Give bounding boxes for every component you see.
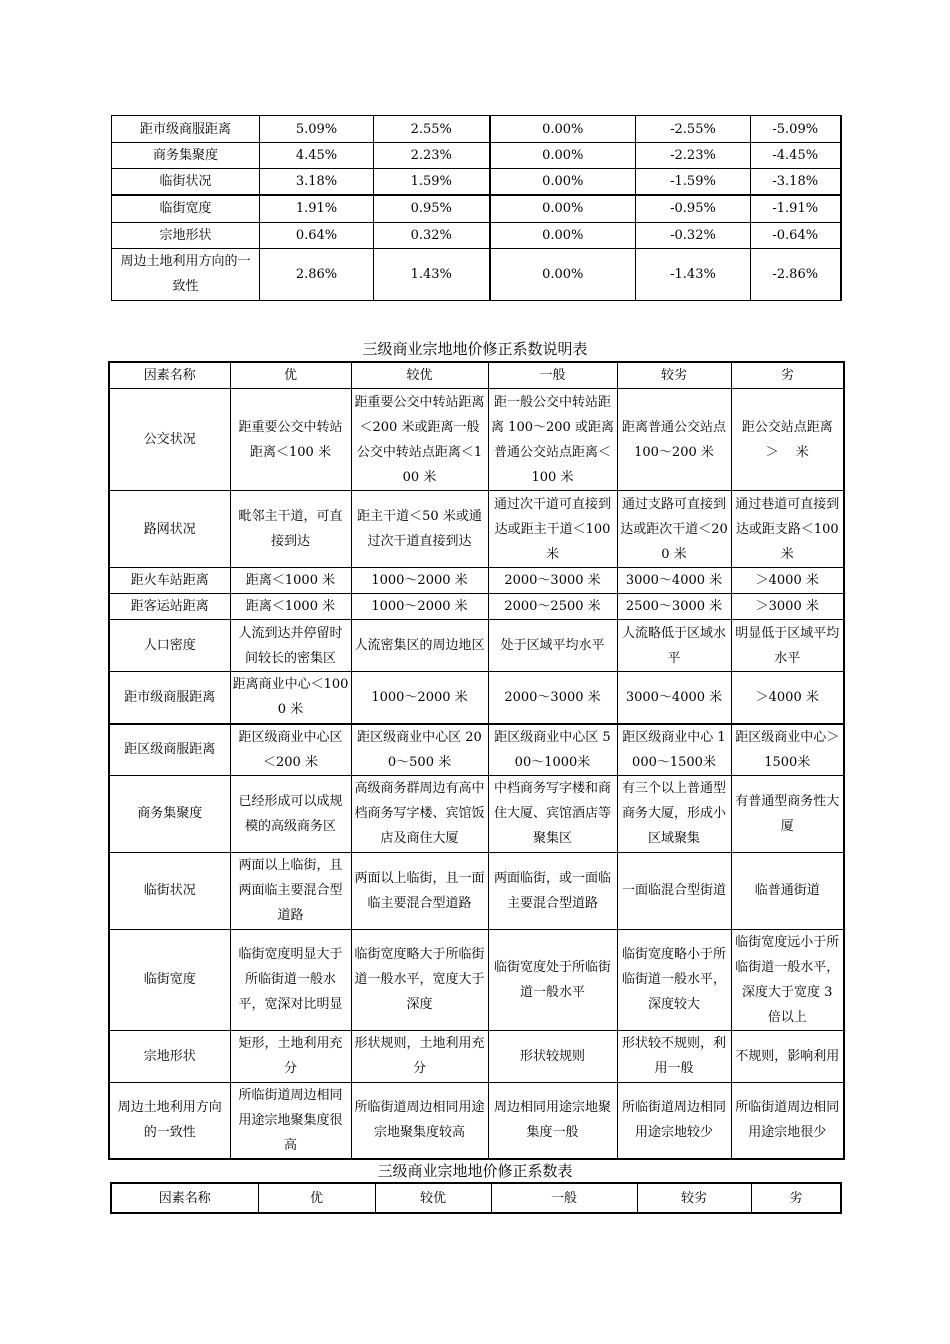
- table-row: [109, 929, 844, 1030]
- grade-cell: 2500～3000 米: [617, 594, 731, 620]
- value-cell: -4.45%: [751, 143, 841, 169]
- table-caption: 三级商业宗地地价修正系数说明表: [362, 340, 588, 358]
- grade-cell: 2000～2500 米: [488, 594, 617, 620]
- value-cell: 3.18%: [260, 169, 374, 196]
- correction-coefficient-table-continued: [111, 115, 842, 301]
- grade-cell: ＞4000 米: [731, 672, 844, 724]
- correction-description-table: [108, 361, 845, 1160]
- value-cell: -0.32%: [636, 222, 751, 248]
- grade-cell: 通过支路可直接到达或距次干道＜200 米: [617, 491, 731, 568]
- grade-cell: ＞3000 米: [731, 594, 844, 620]
- grade-cell: 2000～3000 米: [488, 672, 617, 724]
- factor-name-cell: 宗地形状: [109, 1030, 230, 1082]
- grade-cell: 距重要公交中转站距离＜200 米或距离一般公交中转站点距离＜100 米: [351, 389, 488, 491]
- grade-cell: 临街宽度略大于所临街道一般水平，宽度大于深度: [351, 929, 488, 1030]
- value-cell: 2.86%: [260, 248, 374, 300]
- table-row: [109, 594, 844, 620]
- value-cell: -3.18%: [751, 169, 841, 196]
- grade-cell: 距区级商业中心 1000～1500米: [617, 724, 731, 776]
- value-cell: 1.59%: [374, 169, 490, 196]
- grade-cell: 所临街道周边相同用途宗地较少: [617, 1082, 731, 1159]
- grade-cell: 距区级商业中心区 200～500 米: [351, 724, 488, 776]
- table-row: [109, 491, 844, 568]
- factor-name-cell: 宗地形状: [112, 222, 260, 248]
- grade-cell: 人流到达并停留时间较长的密集区: [230, 620, 351, 672]
- table-row: [109, 620, 844, 672]
- value-cell: 0.00%: [490, 169, 636, 196]
- value-cell: 2.55%: [374, 116, 490, 143]
- table-row: [109, 568, 844, 594]
- value-cell: 0.00%: [490, 116, 636, 143]
- column-header: 优: [258, 1183, 375, 1213]
- grade-cell: 临街宽度远小于所临街道一般水平，深度大于宽度 3 倍以上: [731, 929, 844, 1030]
- factor-name-cell: 商务集聚度: [109, 775, 230, 852]
- grade-cell: 1000～2000 米: [351, 594, 488, 620]
- table-row: [109, 1030, 844, 1082]
- column-header: 较劣: [637, 1183, 751, 1213]
- table-row: [109, 724, 844, 776]
- grade-cell: 通过次干道可直接到达或距主干道＜100 米: [488, 491, 617, 568]
- grade-cell: 1000～2000 米: [351, 568, 488, 594]
- grade-cell: 明显低于区域平均水平: [731, 620, 844, 672]
- value-cell: -5.09%: [751, 116, 841, 143]
- value-cell: 0.95%: [374, 195, 490, 222]
- value-cell: 0.32%: [374, 222, 490, 248]
- table-row: [112, 116, 841, 143]
- grade-cell: 高级商务群周边有高中档商务写字楼、宾馆饭店及商住大厦: [351, 775, 488, 852]
- table-row: [109, 672, 844, 724]
- value-cell: 4.45%: [260, 143, 374, 169]
- grade-cell: 距离商业中心＜1000 米: [230, 672, 351, 724]
- value-cell: -2.23%: [636, 143, 751, 169]
- grade-cell: 人流略低于区域水平: [617, 620, 731, 672]
- correction-coefficient-table: [110, 1182, 842, 1214]
- value-cell: -1.59%: [636, 169, 751, 196]
- value-cell: 0.00%: [490, 222, 636, 248]
- factor-name-cell: 周边土地利用方向的一致性: [109, 1082, 230, 1159]
- factor-name-cell: 距火车站距离: [109, 568, 230, 594]
- grade-cell: 距区级商业中心＞1500米: [731, 724, 844, 776]
- column-header: 优: [230, 362, 351, 389]
- grade-cell: 1000～2000 米: [351, 672, 488, 724]
- table-row: [112, 169, 841, 196]
- grade-cell: 通过巷道可直接到达或距支路＜100 米: [731, 491, 844, 568]
- table-row: [112, 143, 841, 169]
- grade-cell: 形状规则，土地利用充分: [351, 1030, 488, 1082]
- factor-name-cell: 临街状况: [112, 169, 260, 196]
- grade-cell: 距重要公交中转站距离＜100 米: [230, 389, 351, 491]
- grade-cell: 形状较不规则，利用一般: [617, 1030, 731, 1082]
- factor-name-cell: 路网状况: [109, 491, 230, 568]
- table-row: [109, 1082, 844, 1159]
- factor-name-cell: 商务集聚度: [112, 143, 260, 169]
- grade-cell: 中档商务写字楼和商住大厦、宾馆酒店等聚集区: [488, 775, 617, 852]
- grade-cell: 所临街道周边相同用途宗地很少: [731, 1082, 844, 1159]
- table-row: [109, 389, 844, 491]
- grade-cell: 毗邻主干道，可直接到达: [230, 491, 351, 568]
- column-header: 因素名称: [111, 1183, 258, 1213]
- grade-cell: 矩形，土地利用充分: [230, 1030, 351, 1082]
- value-cell: 0.64%: [260, 222, 374, 248]
- value-cell: -2.55%: [636, 116, 751, 143]
- factor-name-cell: 人口密度: [109, 620, 230, 672]
- grade-cell: 两面以上临街，且一面临主要混合型道路: [351, 852, 488, 929]
- value-cell: -0.95%: [636, 195, 751, 222]
- grade-cell: 已经形成可以成规模的高级商务区: [230, 775, 351, 852]
- factor-name-cell: 距区级商服距离: [109, 724, 230, 776]
- table-row: [112, 248, 841, 300]
- value-cell: 0.00%: [490, 248, 636, 300]
- table-header-row: [111, 1183, 841, 1213]
- grade-cell: 有普通型商务性大厦: [731, 775, 844, 852]
- factor-name-cell: 距客运站距离: [109, 594, 230, 620]
- column-header: 较优: [375, 1183, 491, 1213]
- grade-cell: 临街宽度明显大于所临街道一般水平，宽深对比明显: [230, 929, 351, 1030]
- table-header-row: [109, 362, 844, 389]
- grade-cell: 3000～4000 米: [617, 672, 731, 724]
- grade-cell: ＞4000 米: [731, 568, 844, 594]
- grade-cell: 人流密集区的周边地区: [351, 620, 488, 672]
- grade-cell: 所临街道周边相同用途宗地聚集度较高: [351, 1082, 488, 1159]
- grade-cell: 不规则，影响利用: [731, 1030, 844, 1082]
- table-row: [109, 852, 844, 929]
- column-header: 较优: [351, 362, 488, 389]
- value-cell: 1.91%: [260, 195, 374, 222]
- factor-name-cell: 距市级商服距离: [112, 116, 260, 143]
- value-cell: -2.86%: [751, 248, 841, 300]
- column-header: 因素名称: [109, 362, 230, 389]
- grade-cell: 形状较规则: [488, 1030, 617, 1082]
- value-cell: -1.91%: [751, 195, 841, 222]
- grade-cell: 距主干道＜50 米或通过次干道直接到达: [351, 491, 488, 568]
- value-cell: 5.09%: [260, 116, 374, 143]
- grade-cell: 一面临混合型街道: [617, 852, 731, 929]
- factor-name-cell: 周边土地利用方向的一致性: [112, 248, 260, 300]
- value-cell: -1.43%: [636, 248, 751, 300]
- grade-cell: 距离＜1000 米: [230, 594, 351, 620]
- grade-cell: 临街宽度处于所临街道一般水平: [488, 929, 617, 1030]
- grade-cell: 处于区域平均水平: [488, 620, 617, 672]
- factor-name-cell: 临街宽度: [112, 195, 260, 222]
- grade-cell: 3000～4000 米: [617, 568, 731, 594]
- grade-cell: 临街宽度略小于所临街道一般水平，深度较大: [617, 929, 731, 1030]
- factor-name-cell: 距市级商服距离: [109, 672, 230, 724]
- table-row: [112, 195, 841, 222]
- value-cell: 0.00%: [490, 143, 636, 169]
- value-cell: 1.43%: [374, 248, 490, 300]
- grade-cell: 距离＜1000 米: [230, 568, 351, 594]
- grade-cell: 距离普通公交站点 100～200 米: [617, 389, 731, 491]
- factor-name-cell: 临街状况: [109, 852, 230, 929]
- grade-cell: 距一般公交中转站距离 100～200 或距离普通公交站点距离＜100 米: [488, 389, 617, 491]
- table-row: [112, 222, 841, 248]
- grade-cell: 2000～3000 米: [488, 568, 617, 594]
- column-header: 一般: [491, 1183, 637, 1213]
- value-cell: -0.64%: [751, 222, 841, 248]
- grade-cell: 两面临街，或一面临主要混合型道路: [488, 852, 617, 929]
- grade-cell: 临普通街道: [731, 852, 844, 929]
- grade-cell: 所临街道周边相同用途宗地聚集度很高: [230, 1082, 351, 1159]
- column-header: 劣: [731, 362, 844, 389]
- grade-cell: 周边相同用途宗地聚集度一般: [488, 1082, 617, 1159]
- factor-name-cell: 临街宽度: [109, 929, 230, 1030]
- grade-cell: 距公交站点距离 ＞ 米: [731, 389, 844, 491]
- table-row: [109, 775, 844, 852]
- column-header: 较劣: [617, 362, 731, 389]
- grade-cell: 距区级商业中心区 500～1000米: [488, 724, 617, 776]
- grade-cell: 有三个以上普通型商务大厦，形成小区域聚集: [617, 775, 731, 852]
- value-cell: 2.23%: [374, 143, 490, 169]
- grade-cell: 距区级商业中心区＜200 米: [230, 724, 351, 776]
- grade-cell: 两面以上临街，且两面临主要混合型道路: [230, 852, 351, 929]
- value-cell: 0.00%: [490, 195, 636, 222]
- table-caption: 三级商业宗地地价修正系数表: [377, 1162, 573, 1180]
- column-header: 一般: [488, 362, 617, 389]
- column-header: 劣: [751, 1183, 841, 1213]
- factor-name-cell: 公交状况: [109, 389, 230, 491]
